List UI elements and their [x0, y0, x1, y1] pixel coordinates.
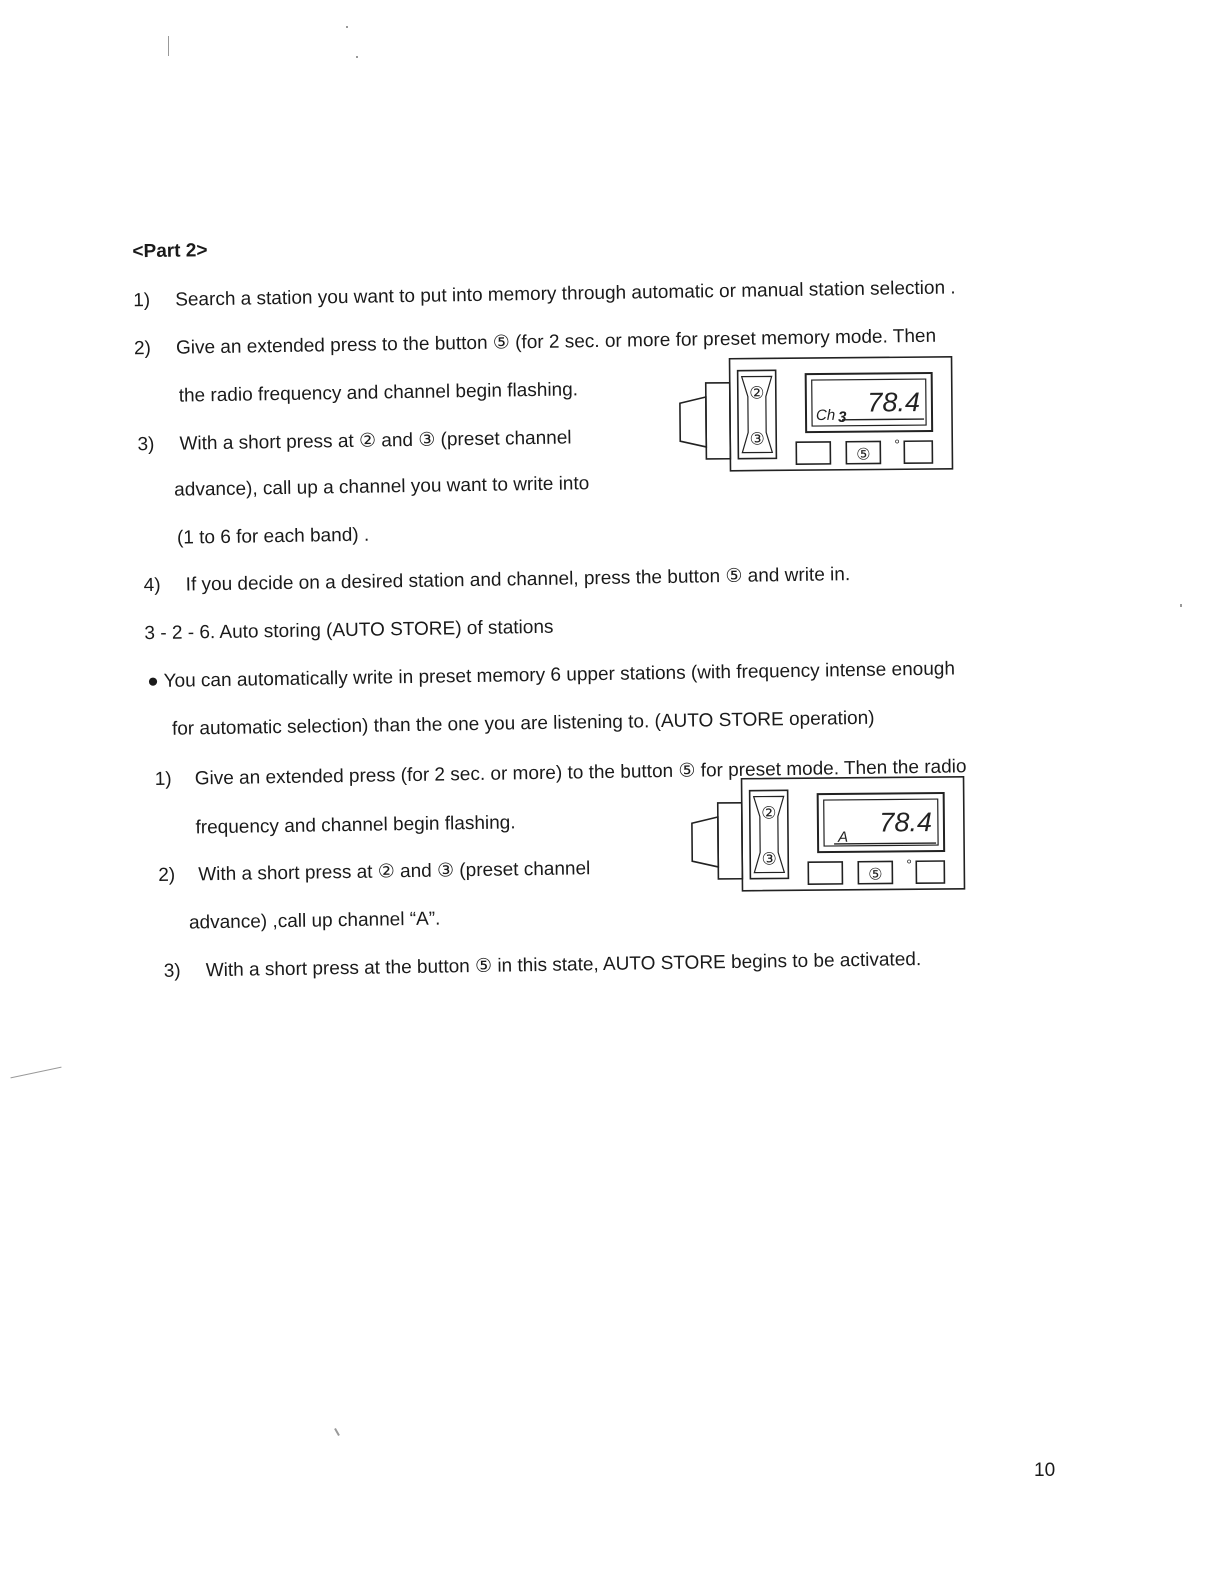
- step-text: frequency and channel begin flashing.: [195, 812, 516, 839]
- step-number: 2): [158, 864, 176, 886]
- radio-display-illustration-a: [688, 772, 970, 894]
- frequency-readout: 78.4: [867, 387, 921, 418]
- step-text: With a short press at ② and ③ (preset channel: [198, 858, 591, 886]
- right-button: [904, 441, 932, 463]
- knob-shape: [680, 397, 706, 447]
- scan-speck: [356, 56, 358, 58]
- channel-label: Ch: [815, 406, 836, 425]
- radio-panel-drawing: [688, 772, 970, 894]
- scan-speck: [1180, 604, 1182, 607]
- step-text: Give an extended press (for 2 sec. or more) to the button ⑤ for preset mode. Then the radio: [194, 756, 967, 790]
- bullet-text: ● You can automatically write in preset memory 6 upper stations (with frequency intense enough: [147, 658, 956, 693]
- knob-mount: [718, 803, 743, 879]
- left-button: [796, 442, 830, 464]
- step-number: 3): [163, 960, 181, 982]
- up-button-glyph: ②: [749, 383, 765, 403]
- step-text: With a short press at the button ⑤ in this state, AUTO STORE begins to be activated.: [205, 949, 922, 982]
- step-text: If you decide on a desired station and channel, press the button ⑤ and write in.: [185, 564, 851, 596]
- preset-button-glyph: ⑤: [856, 446, 871, 464]
- step-number: 1): [133, 290, 151, 312]
- step-text: the radio frequency and channel begin flashing.: [178, 379, 579, 407]
- step-text: advance), call up a channel you want to write into: [174, 473, 590, 501]
- radio-display-illustration-ch3: [676, 352, 958, 474]
- section-heading: 3 - 2 - 6. Auto storing (AUTO STORE) of stations: [144, 616, 554, 645]
- preset-button-glyph: ⑤: [868, 866, 883, 884]
- scan-speck: [168, 36, 169, 56]
- step-text: advance) ,call up channel “A”.: [188, 908, 441, 934]
- knob-mount: [706, 383, 731, 459]
- left-button: [808, 862, 842, 884]
- channel-number: 3: [837, 408, 847, 426]
- degree-mark: °: [906, 856, 912, 873]
- step-text: Give an extended press to the button ⑤ (for 2 sec. or more for preset memory mode. Then: [175, 325, 937, 359]
- knob-shape: [692, 817, 718, 867]
- step-text: Search a station you want to put into memory through automatic or manual station selection .: [175, 277, 956, 311]
- step-number: 3): [137, 433, 155, 456]
- channel-label: A: [837, 828, 849, 846]
- part-heading: <Part 2>: [132, 240, 208, 263]
- degree-mark: °: [894, 436, 900, 453]
- down-button-glyph: ③: [749, 429, 765, 449]
- right-button: [916, 861, 944, 883]
- step-text: With a short press at ② and ③ (preset channel: [179, 427, 572, 455]
- page-number: 10: [1034, 1460, 1056, 1481]
- down-button-glyph: ③: [761, 849, 777, 869]
- frequency-readout: 78.4: [879, 807, 933, 838]
- step-number: 2): [133, 338, 152, 360]
- step-text: (1 to 6 for each band) .: [176, 524, 370, 549]
- bullet-text: for automatic selection) than the one you are listening to. (AUTO STORE operation): [171, 707, 875, 740]
- radio-panel-drawing: [676, 352, 958, 474]
- step-number: 4): [143, 574, 161, 597]
- scan-speck: [346, 26, 348, 28]
- step-number: 1): [154, 768, 172, 791]
- up-button-glyph: ②: [761, 803, 777, 823]
